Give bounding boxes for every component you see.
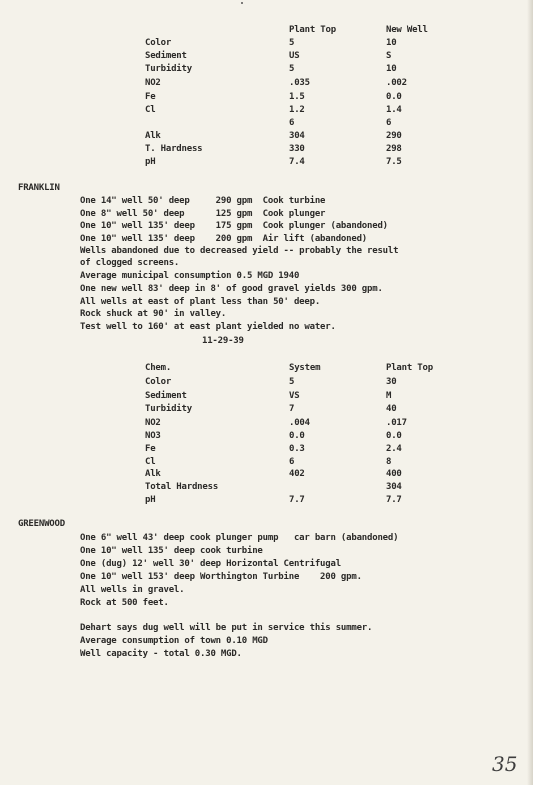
franklin-date: 11-29-39 [202, 336, 244, 346]
table2-cell: 6 [289, 457, 295, 467]
franklin-line: Average municipal consumption 0.5 MGD 1940 [80, 271, 300, 281]
table2-cell: VS [289, 391, 300, 401]
franklin-heading: FRANKLIN [18, 183, 60, 193]
table1-col2-header: New Well [386, 25, 428, 35]
greenwood-line: One 6" well 43' deep cook plunger pump car barn (abandoned) [80, 533, 399, 543]
greenwood-line: One 10" well 135' deep cook turbine [80, 546, 263, 556]
table2-cell: 304 [386, 482, 402, 492]
table2-row-label: Cl [145, 457, 156, 467]
table1-cell: 7.4 [289, 157, 305, 167]
table1-cell: 7.5 [386, 157, 402, 167]
table1-cell: 0.0 [386, 92, 402, 102]
table1-col1-header: Plant Top [289, 25, 336, 35]
table2-cell: .004 [289, 418, 310, 428]
table2-cell: 2.4 [386, 444, 402, 454]
table2-cell: 7.7 [386, 495, 402, 505]
table2-cell: 7.7 [289, 495, 305, 505]
table1-cell: 1.4 [386, 105, 402, 115]
franklin-line: Wells abandoned due to decreased yield -- probably the result [80, 246, 399, 256]
table1-cell: 298 [386, 144, 402, 154]
franklin-line: Test well to 160' at east plant yielded no water. [80, 322, 336, 332]
table1-cell: 1.2 [289, 105, 305, 115]
page-number: 35 [492, 752, 518, 776]
table1-row-label: Alk [145, 131, 161, 141]
table2-cell: .017 [386, 418, 407, 428]
ink-speck [241, 2, 243, 4]
greenwood-note: Dehart says dug well will be put in service this summer. [80, 623, 373, 633]
table1-cell: US [289, 51, 300, 61]
table2-cell: 8 [386, 457, 392, 467]
franklin-line: Rock shuck at 90' in valley. [80, 309, 227, 319]
table1-cell: 304 [289, 131, 305, 141]
table1-cell: 5 [289, 38, 295, 48]
table1-row-label: Sediment [145, 51, 187, 61]
table2-row-label: Turbidity [145, 404, 192, 414]
table2-row-label: Sediment [145, 391, 187, 401]
table2-row-label: Fe [145, 444, 156, 454]
table1-row-label: NO2 [145, 78, 161, 88]
greenwood-line: One 10" well 153' deep Worthington Turbine 200 gpm. [80, 572, 362, 582]
franklin-line: One 10" well 135' deep 175 gpm Cook plunger (abandoned) [80, 221, 388, 231]
table2-cell: 30 [386, 377, 397, 387]
table2-row-label: pH [145, 495, 156, 505]
franklin-line: One 8" well 50' deep 125 gpm Cook plunger [80, 209, 326, 219]
greenwood-note: Average consumption of town 0.10 MGD [80, 636, 268, 646]
table1-cell: 330 [289, 144, 305, 154]
table2-cell: 0.0 [289, 431, 305, 441]
table2-cell: 40 [386, 404, 397, 414]
greenwood-line: All wells in gravel. [80, 585, 185, 595]
page-edge-shadow [527, 0, 533, 785]
table1-cell: .035 [289, 78, 310, 88]
table1-cell: 6 [289, 118, 295, 128]
table2-row-label: Color [145, 377, 172, 387]
table1-row-label: Color [145, 38, 172, 48]
table2-col2-header: Plant Top [386, 363, 433, 373]
table2-cell: 0.0 [386, 431, 402, 441]
table1-cell: 290 [386, 131, 402, 141]
table1-row-label: Turbidity [145, 64, 192, 74]
table2-cell: 7 [289, 404, 295, 414]
table2-cell: 0.3 [289, 444, 305, 454]
table2-cell: M [386, 391, 392, 401]
table1-cell: .002 [386, 78, 407, 88]
greenwood-line: Rock at 500 feet. [80, 598, 169, 608]
franklin-line: of clogged screens. [80, 258, 180, 268]
table1-cell: 10 [386, 64, 397, 74]
table2-col0-header: Chem. [145, 363, 172, 373]
table2-cell: 5 [289, 377, 295, 387]
franklin-line: One 10" well 135' deep 200 gpm Air lift (abandoned) [80, 234, 368, 244]
greenwood-line: One (dug) 12' well 30' deep Horizontal Centrifugal [80, 559, 341, 569]
greenwood-heading: GREENWOOD [18, 519, 65, 529]
franklin-line: One 14" well 50' deep 290 gpm Cook turbine [80, 196, 326, 206]
table1-cell: 1.5 [289, 92, 305, 102]
table2-row-label: NO3 [145, 431, 161, 441]
table1-cell: 6 [386, 118, 392, 128]
table2-row-label: Alk [145, 469, 161, 479]
table1-cell: 10 [386, 38, 397, 48]
table1-row-label: Fe [145, 92, 156, 102]
table1-cell: 5 [289, 64, 295, 74]
table1-row-label: T. Hardness [145, 144, 203, 154]
franklin-line: All wells at east of plant less than 50' deep. [80, 297, 321, 307]
franklin-line: One new well 83' deep in 8' of good gravel yields 300 gpm. [80, 284, 383, 294]
table1-row-label: Cl [145, 105, 156, 115]
table2-cell: 402 [289, 469, 305, 479]
greenwood-note: Well capacity - total 0.30 MGD. [80, 649, 242, 659]
table2-col1-header: System [289, 363, 321, 373]
table2-row-label: NO2 [145, 418, 161, 428]
table2-cell: 400 [386, 469, 402, 479]
table2-row-label: Total Hardness [145, 482, 219, 492]
table1-row-label: pH [145, 157, 156, 167]
table1-cell: S [386, 51, 392, 61]
